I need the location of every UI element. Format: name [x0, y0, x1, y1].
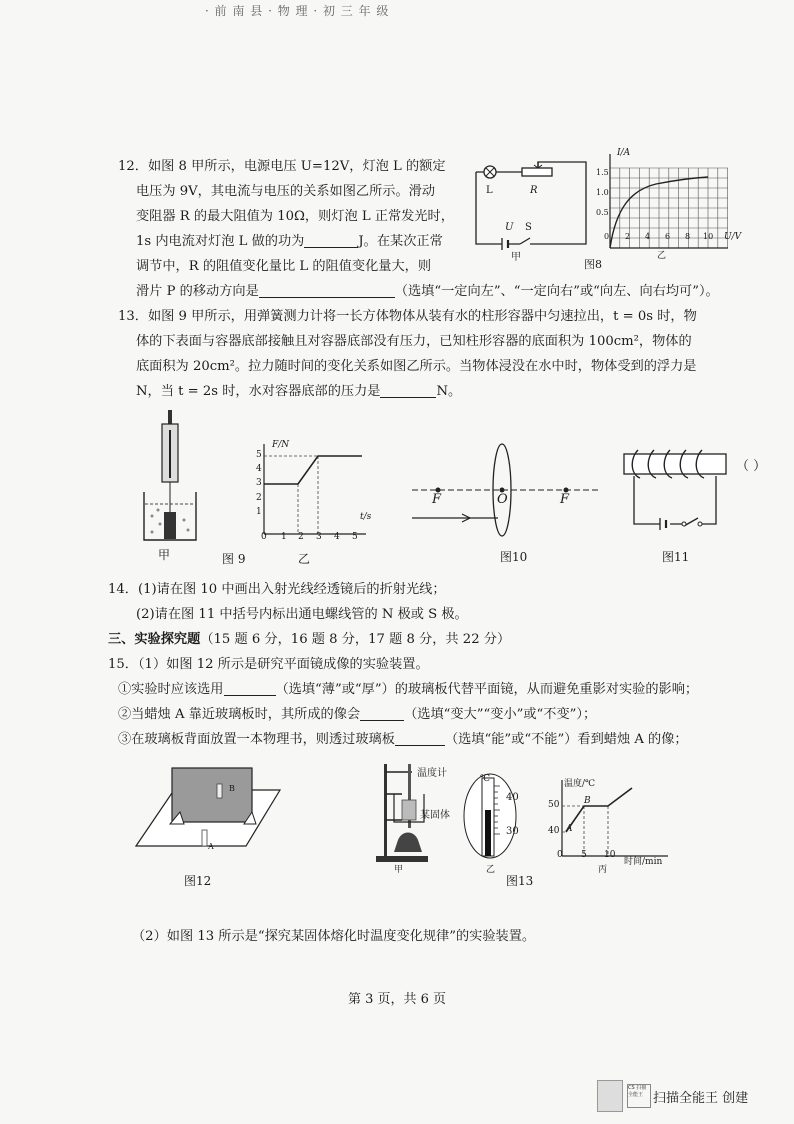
- q12-line-6b: （选填“一定向左”、“一定向右”或“向左、向右均可”）。: [394, 284, 719, 299]
- glass-plate: [172, 768, 252, 822]
- fig10-convex-lens-diagram: [410, 440, 600, 540]
- fig8-xtick-0: 0: [604, 232, 610, 241]
- fig13-xtick-10: 10: [604, 850, 616, 860]
- fig8-label-S: S: [525, 222, 532, 233]
- fig8-ytick-0: 1.5: [596, 168, 609, 177]
- fig8-xtick-3: 6: [665, 232, 671, 241]
- fig9-ytick-2: 3: [256, 478, 262, 488]
- fig13-xlabel: 时间/min: [624, 857, 663, 867]
- solenoid-core: [624, 454, 726, 474]
- fig8-xtick-4: 8: [685, 232, 691, 241]
- fig12-label-B: B: [229, 784, 235, 793]
- fig9-ytick-4: 1: [256, 507, 262, 517]
- q15-line-4a: ③在玻璃板背面放置一本物理书，则透过玻璃板: [118, 732, 395, 747]
- fig9-spring-scale-apparatus: [138, 408, 208, 544]
- fig9-ytick-0: 5: [256, 450, 262, 460]
- section3-title: 三、实验探究题: [108, 632, 201, 647]
- camscanner-watermark: [597, 1080, 777, 1112]
- q12-line-4a: 1s 内电流对灯泡 L 做的功为: [136, 234, 305, 249]
- scanner-badge: CS 扫描全能王: [627, 1084, 651, 1108]
- q13-line-1: 13．如图 9 甲所示，用弹簧测力计将一长方体物体从装有水的柱形容器中匀速拉出，t = 0s 时，物: [118, 309, 697, 324]
- fig13-thermometer-closeup: [462, 772, 522, 862]
- fig8-ylabel: I/A: [617, 148, 631, 158]
- q15-answer-blank-1[interactable]: [224, 681, 276, 696]
- switch-icon: [682, 522, 686, 526]
- fig13-caption: 图13: [506, 874, 534, 888]
- q12-line-2: 电压为 9V，其电流与电压的关系如图乙所示。滑动: [136, 184, 436, 199]
- fig9-line: [264, 456, 362, 484]
- header-scrap: · 前 南 县 · 物 理 · 初 三 年 级: [205, 4, 390, 18]
- fig11-pole-bracket[interactable]: （ ）: [736, 459, 767, 474]
- fig9-caption: 图 9: [222, 552, 246, 566]
- fig13-unit: ℃: [480, 774, 491, 784]
- fig13-xtick-0: 0: [557, 850, 563, 860]
- fig10-caption: 图10: [500, 550, 528, 564]
- page-footer: 第 3 页，共 6 页: [347, 992, 447, 1007]
- q12-line-4: [136, 233, 443, 251]
- q13-line-2: 体的下表面与容器底部接触且对容器底部没有压力，已知柱形容器的底面积为 100cm²，物体的: [136, 334, 692, 349]
- fig9-label-jia: 甲: [158, 548, 171, 562]
- q13-answer-blank[interactable]: [380, 383, 436, 398]
- fig11-caption: 图11: [662, 550, 690, 564]
- fig8-label-L: L: [486, 185, 493, 196]
- fig8-circuit-diagram: [468, 152, 592, 262]
- q12-line-6: [136, 283, 719, 301]
- fig13-ylabel: 温度/℃: [564, 779, 596, 789]
- fig8-xtick-5: 10: [703, 232, 714, 241]
- fig9-label-yi: 乙: [298, 552, 311, 566]
- q12-line-4b: J。在某次正常: [358, 234, 443, 249]
- fig8-label-yi: 乙: [657, 251, 667, 261]
- fig12-label-A: A: [208, 842, 214, 851]
- section3-note: （15 题 6 分，16 题 8 分，17 题 8 分，共 22 分）: [200, 632, 511, 647]
- q15-line-4b: （选填“能”或“不能”）看到蜡烛 A 的像；: [444, 732, 688, 747]
- fig9-xtick-5: 5: [352, 532, 358, 542]
- fig9-ft-graph: [250, 440, 370, 540]
- q13-line-3: 底面积为 20cm²。拉力随时间的变化关系如图乙所示。当物体浸没在水中时，物体受到的浮力是: [136, 359, 697, 374]
- fig10-label-F-left: F: [432, 492, 442, 507]
- fig9-xtick-3: 3: [316, 532, 322, 542]
- switch-icon: [520, 238, 530, 244]
- section3-heading: [108, 631, 510, 649]
- fig13-label-yi: 乙: [486, 865, 496, 875]
- fig13-ytick-40: 40: [548, 826, 560, 836]
- candle-A: [202, 830, 207, 846]
- q15-line-4: [118, 731, 688, 749]
- q13-line-4b: N。: [436, 384, 462, 399]
- fig13-xtick-5: 5: [581, 850, 587, 860]
- fig13-label-bing: 丙: [598, 865, 608, 875]
- q13-line-4a: N，当 t = 2s 时，水对容器底部的压力是: [136, 384, 381, 399]
- q15-answer-blank-3[interactable]: [395, 731, 445, 746]
- q12-line-3: 变阻器 R 的最大阻值为 10Ω，则灯泡 L 正常发光时，: [136, 209, 454, 224]
- watermark-text: 扫描全能王 创建: [653, 1091, 749, 1106]
- fig9-xtick-0: 0: [261, 532, 267, 542]
- fig13-ytick-50: 50: [548, 800, 560, 810]
- q14-line-2: (2)请在图 11 中括号内标出通电螺线管的 N 极或 S 极。: [136, 607, 468, 622]
- fig8-ytick-2: 0.5: [596, 208, 609, 217]
- fig12-caption: 图12: [184, 874, 212, 888]
- fig8-xtick-1: 2: [625, 232, 631, 241]
- q12-answer-blank-1[interactable]: [304, 233, 358, 248]
- qr-code-icon: [597, 1080, 623, 1112]
- q12-line-6a: 滑片 P 的移动方向是: [136, 284, 259, 299]
- q15-line-3b: （选填“变大”“变小”或“不变”）；: [404, 707, 597, 722]
- fig13-scale-40: 40: [506, 792, 519, 803]
- fig8-caption: 图8: [584, 258, 602, 271]
- fig9-xtick-4: 4: [334, 532, 340, 542]
- q15-line-5: （2）如图 13 所示是“探究某固体熔化时温度变化规律”的实验装置。: [132, 929, 536, 944]
- fig13-melting-curve: [566, 788, 632, 832]
- fig9-ytick-3: 2: [256, 493, 262, 503]
- fig9-xtick-2: 2: [298, 532, 304, 542]
- q15-line-3a: ②当蜡烛 A 靠近玻璃板时，其所成的像会: [118, 707, 361, 722]
- q15-line-2a: ①实验时应该选用: [118, 682, 224, 697]
- fig8-xlabel: U/V: [724, 232, 742, 242]
- fig8-xtick-2: 4: [645, 232, 651, 241]
- q12-line-5: 调节中，R 的阻值变化量比 L 的阻值变化量大，则: [136, 259, 432, 274]
- fig13-point-A: A: [566, 824, 573, 834]
- fig13-label-jia: 甲: [394, 865, 404, 875]
- q15-line-3: [118, 706, 596, 724]
- fig10-label-F-right: F: [560, 492, 570, 507]
- fig8-label-jia: 甲: [511, 252, 521, 263]
- fig9-ytick-1: 4: [256, 464, 262, 474]
- q15-answer-blank-2[interactable]: [360, 706, 404, 721]
- burner-icon: [394, 833, 422, 853]
- fig8-label-U: U: [505, 222, 514, 233]
- fig9-xtick-1: 1: [281, 532, 287, 542]
- fig13-scale-30: 30: [506, 826, 519, 837]
- fig8-label-R: R: [530, 185, 538, 196]
- fig10-label-O: O: [497, 492, 508, 507]
- q12-line-1: 12．如图 8 甲所示，电源电压 U=12V，灯泡 L 的额定: [118, 159, 446, 174]
- q15-line-2b: （选填“薄”或“厚”）的玻璃板代替平面镜，从而避免重影对实验的影响；: [275, 682, 699, 697]
- q13-line-4: [136, 383, 461, 401]
- rheostat-icon: [522, 168, 552, 176]
- fig13-solid-label: 某固体: [420, 810, 450, 821]
- fig8-ytick-1: 1.0: [596, 188, 609, 197]
- q15-line-1: 15．（1）如图 12 所示是研究平面镜成像的实验装置。: [108, 657, 429, 672]
- fig9-xlabel: t/s: [360, 512, 372, 522]
- fig13-point-B: B: [584, 796, 591, 806]
- q12-answer-blank-2[interactable]: [259, 283, 395, 298]
- fig11-solenoid-diagram: [620, 448, 730, 534]
- fig13-thermometer-label: 温度计: [417, 768, 447, 779]
- q14-line-1: 14．(1)请在图 10 中画出入射光线经透镜后的折射光线；: [108, 582, 446, 597]
- candle-B: [217, 784, 222, 798]
- q15-line-2: [118, 681, 698, 699]
- block-object: [164, 512, 176, 539]
- fig9-ylabel: F/N: [272, 440, 290, 450]
- mercury-column: [485, 810, 491, 856]
